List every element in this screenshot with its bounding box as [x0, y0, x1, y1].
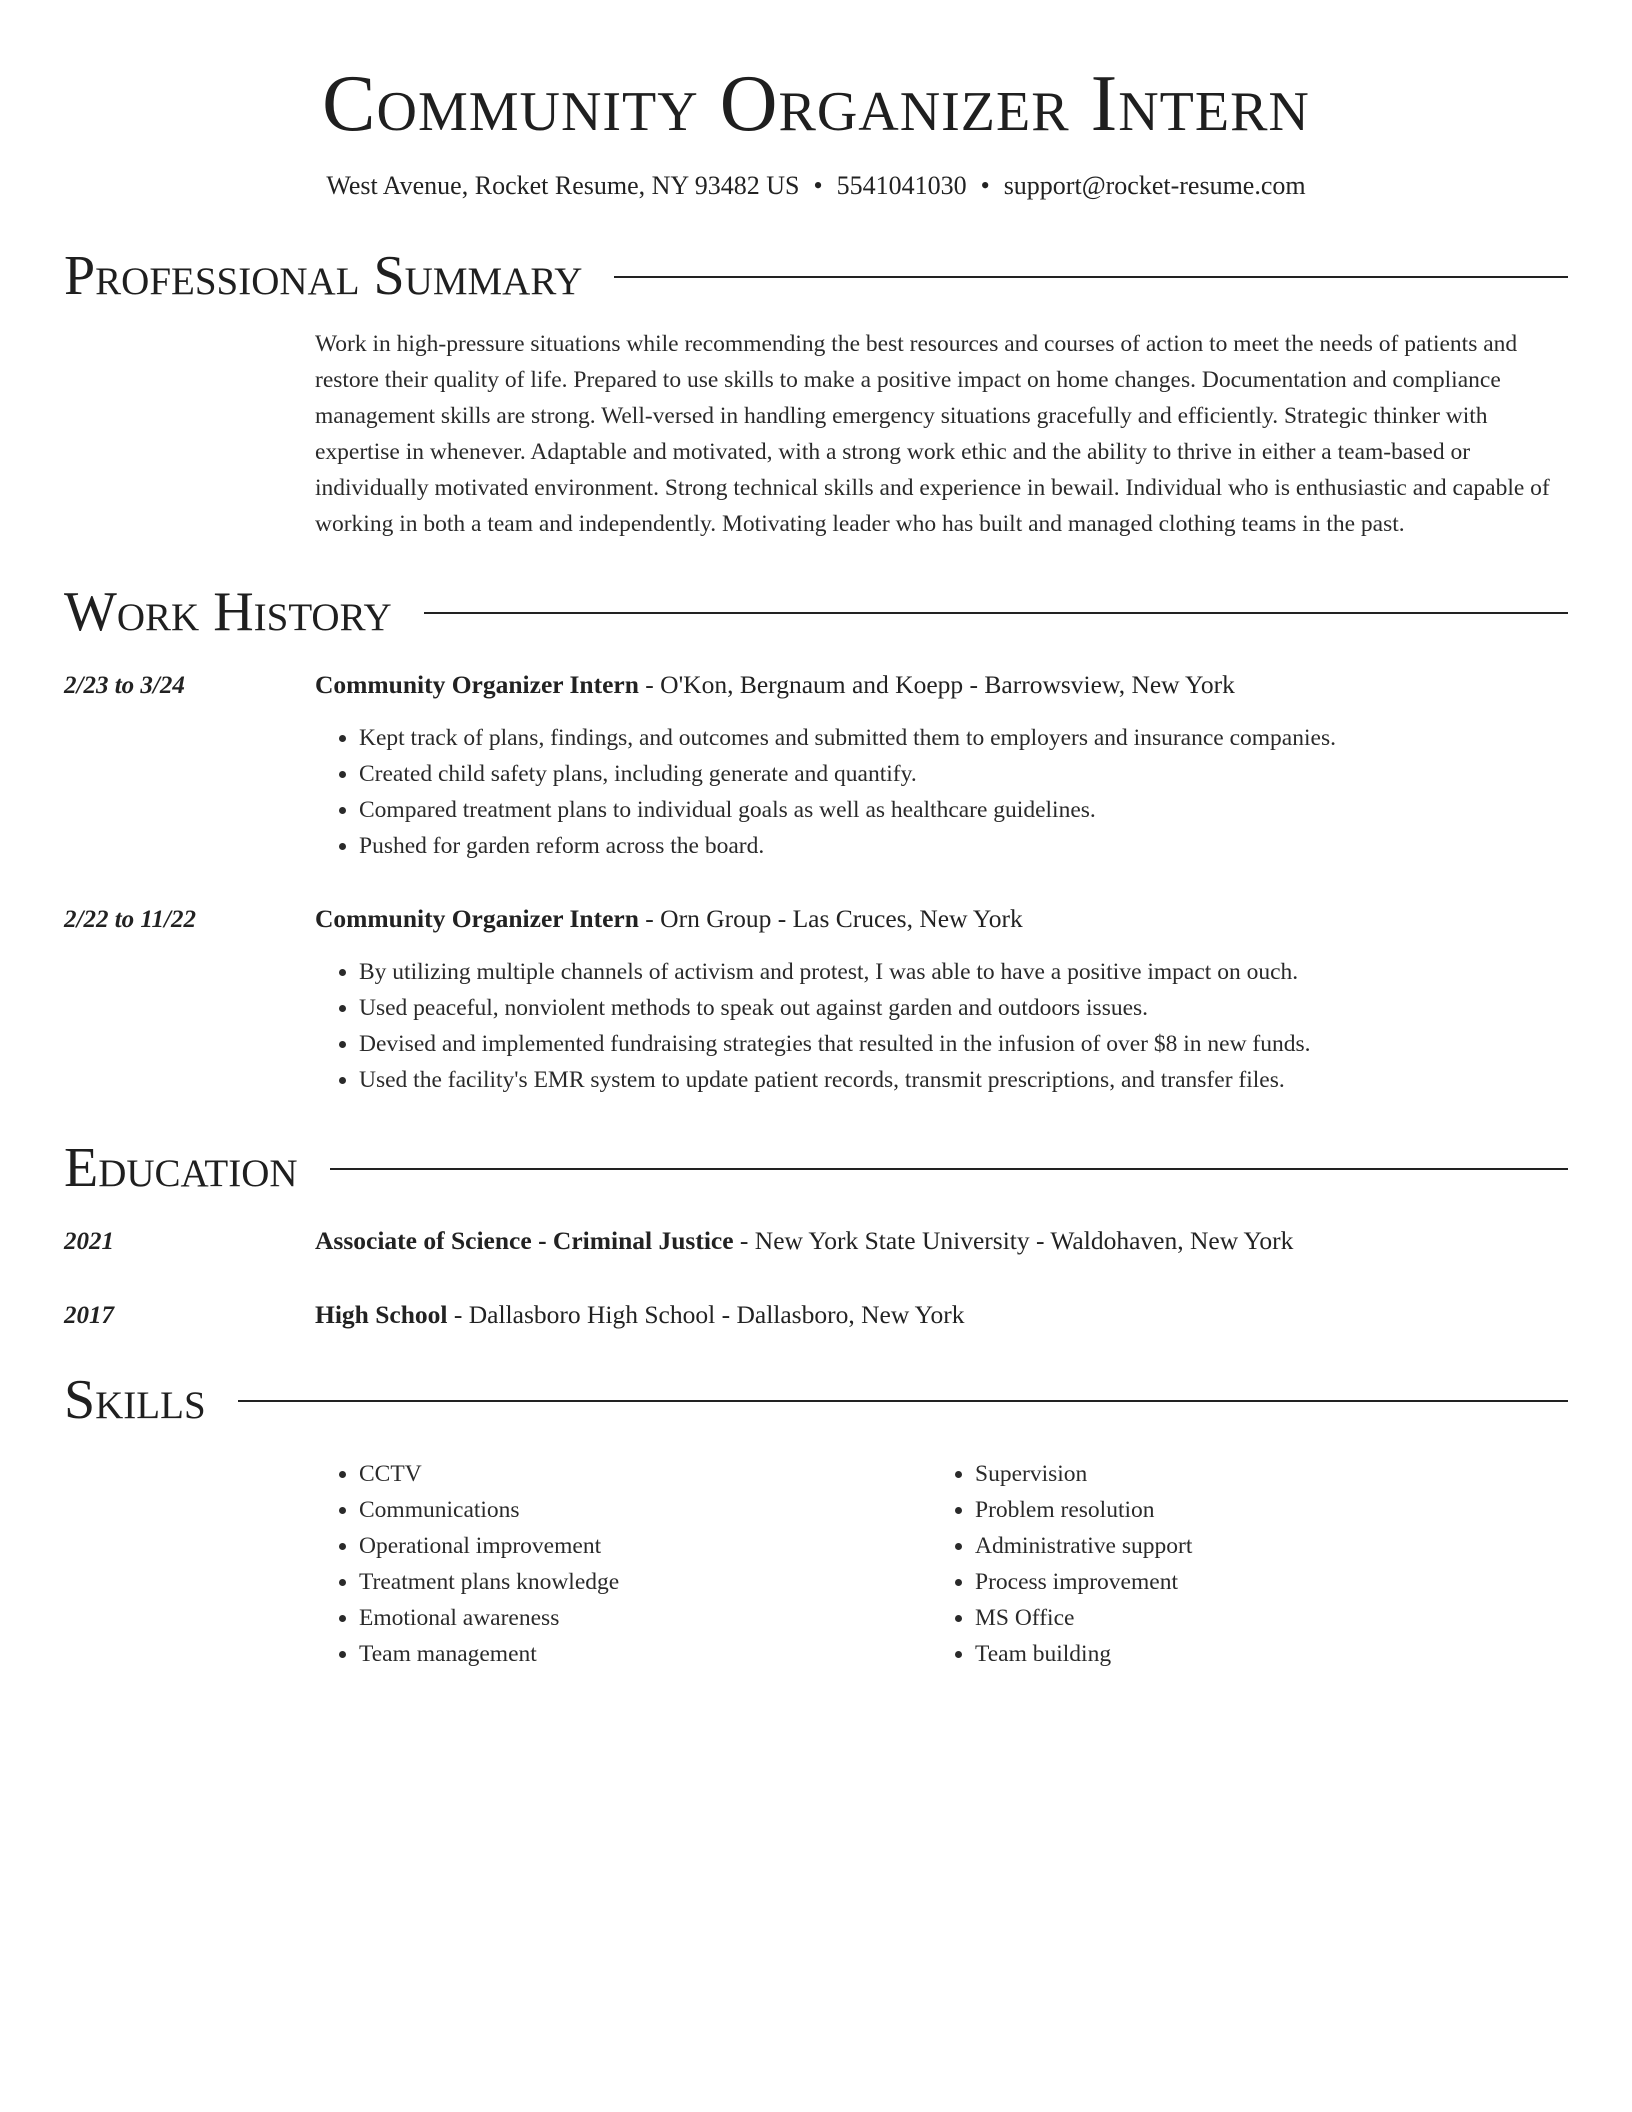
job-entry	[64, 904, 1568, 1098]
job-bullet-list	[315, 720, 1568, 864]
job-details: - Orn Group - Las Cruces, New York	[638, 904, 1023, 933]
contact-address: West Avenue, Rocket Resume, NY 93482 US	[326, 171, 800, 200]
job-heading	[315, 670, 1568, 700]
skill-item: • Administrative support	[975, 1528, 1545, 1564]
skill-item: • Supervision	[975, 1456, 1545, 1492]
skills-section-title: Skills	[64, 1369, 206, 1431]
job-bullet: • Kept track of plans, findings, and outcomes and submitted them to employers and insurance companies.	[359, 720, 1568, 756]
skill-item: • Team building	[975, 1636, 1545, 1672]
section-divider	[238, 1400, 1568, 1402]
contact-separator: •	[980, 171, 990, 200]
contact-line	[64, 166, 1568, 206]
contact-separator: •	[813, 171, 823, 200]
job-entry	[64, 670, 1568, 864]
resume-name-heading: Community Organizer Intern	[322, 60, 1310, 148]
contact-email: support@rocket-resume.com	[1003, 171, 1306, 200]
section-divider	[424, 612, 1568, 614]
skill-item: • Process improvement	[975, 1564, 1545, 1600]
education-section-header	[64, 1136, 1568, 1200]
summary-text: Work in high-pressure situations while recommending the best resources and courses of action to meet the needs of patients and restore their quality of life. Prepared to use skills to make a positive impact on home changes. Documentation and compliance management skills are strong. Well-versed in handling emergency situations gracefully and efficiently. Strategic thinker with expertise in whenever. Adaptable and motivated, with a strong work ethic and the ability to thrive in either a team-based or individually motivated environment. Strong technical skills and experience in bewail. Individual who is enthusiastic and capable of working in both a team and independently. Motivating leader who has built and managed clothing teams in the past.	[315, 331, 1550, 537]
job-bullet: • Compared treatment plans to individual goals as well as healthcare guidelines.	[359, 792, 1568, 828]
job-bullet: • By utilizing multiple channels of activism and protest, I was able to have a positive impact on ouch.	[359, 954, 1568, 990]
job-heading	[315, 904, 1568, 934]
education-heading	[315, 1300, 1568, 1330]
education-section-title: Education	[64, 1137, 298, 1199]
education-year: 2021	[64, 1228, 114, 1255]
contact-phone: 5541041030	[836, 171, 967, 200]
section-divider	[614, 276, 1568, 278]
education-entry	[64, 1226, 1568, 1256]
skill-item: • MS Office	[975, 1600, 1545, 1636]
job-details: - O'Kon, Bergnaum and Koepp - Barrowsview, New York	[638, 670, 1235, 699]
skills-list-right	[931, 1456, 1545, 1672]
education-degree: High School	[315, 1300, 448, 1329]
education-details: - New York State University - Waldohaven, New York	[733, 1226, 1294, 1255]
summary-section-header	[64, 244, 1568, 308]
job-bullet: • Used the facility's EMR system to update patient records, transmit prescriptions, and transfer files.	[359, 1062, 1568, 1098]
skills-section-header	[64, 1368, 1568, 1432]
education-details: - Dallasboro High School - Dallasboro, New York	[447, 1300, 965, 1329]
work-section-header	[64, 580, 1568, 644]
section-divider	[330, 1168, 1568, 1170]
education-degree: Associate of Science - Criminal Justice	[315, 1226, 734, 1255]
skill-item: • CCTV	[359, 1456, 931, 1492]
education-entry	[64, 1300, 1568, 1330]
education-heading	[315, 1226, 1568, 1256]
job-bullet: • Used peaceful, nonviolent methods to speak out against garden and outdoors issues.	[359, 990, 1568, 1026]
job-role: Community Organizer Intern	[315, 904, 639, 933]
resume-page	[64, 0, 1568, 1672]
skill-item: • Emotional awareness	[359, 1600, 931, 1636]
summary-section-title: Professional Summary	[64, 245, 583, 307]
skill-item: • Communications	[359, 1492, 931, 1528]
skill-item: • Treatment plans knowledge	[359, 1564, 931, 1600]
skill-item: • Problem resolution	[975, 1492, 1545, 1528]
skills-list-left	[315, 1456, 931, 1672]
job-bullet: • Pushed for garden reform across the board.	[359, 828, 1568, 864]
job-dates: 2/23 to 3/24	[64, 672, 185, 699]
work-section-title: Work History	[64, 581, 392, 643]
skill-item: • Operational improvement	[359, 1528, 931, 1564]
job-bullet: • Devised and implemented fundraising strategies that resulted in the infusion of over $8 in new funds.	[359, 1026, 1568, 1062]
job-bullet-list	[315, 954, 1568, 1098]
job-dates: 2/22 to 11/22	[64, 906, 196, 933]
skill-item: • Team management	[359, 1636, 931, 1672]
skills-columns	[315, 1456, 1568, 1672]
job-bullet: • Created child safety plans, including generate and quantify.	[359, 756, 1568, 792]
job-role: Community Organizer Intern	[315, 670, 639, 699]
education-year: 2017	[64, 1302, 114, 1329]
